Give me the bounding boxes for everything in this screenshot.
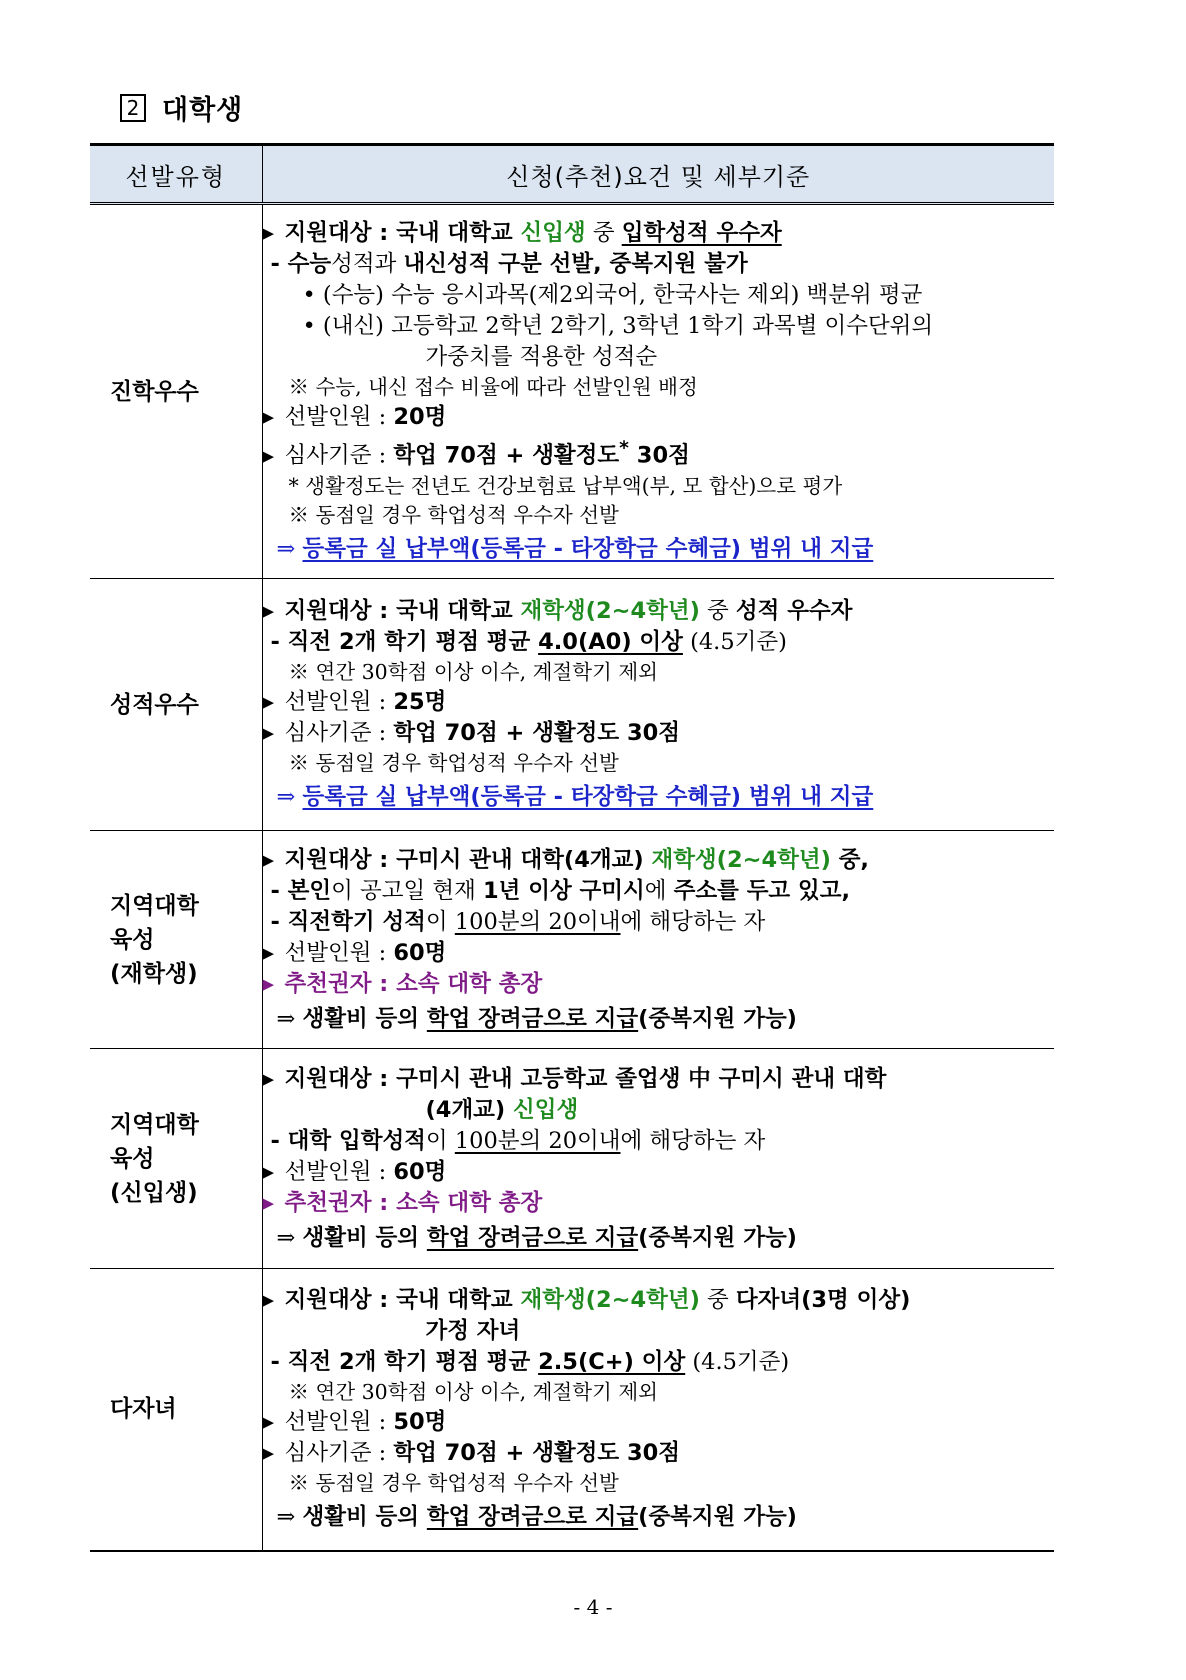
line: ▶ 추천권자 : 소속 대학 총장: [263, 969, 1055, 1000]
triangle-bullet-icon: ▶: [262, 1193, 275, 1212]
line: * 생활정도는 전년도 건강보험료 납부액(부, 모 합산)으로 평가: [288, 473, 843, 498]
criteria-cell: [262, 1269, 1054, 1551]
triangle-bullet-icon: ▶: [262, 224, 275, 243]
line: ▶ 지원대상 : 구미시 관내 대학(4개교) 재학생(2~4학년) 중,: [263, 845, 1055, 876]
triangle-bullet-icon: ▶: [262, 446, 275, 465]
line: ※ 동점일 경우 학업성적 우수자 선발: [288, 502, 619, 527]
type-cell: 성적우수: [90, 579, 262, 831]
triangle-bullet-icon: ▶: [262, 1069, 275, 1088]
line: ⇒ 등록금 실 납부액(등록금 - 타장학금 수혜금) 범위 내 지급: [263, 534, 1055, 565]
table-row: [90, 831, 1054, 1049]
triangle-bullet-icon: ▶: [262, 408, 275, 427]
section-heading: [120, 88, 243, 127]
arrow-icon: ⇒: [276, 535, 296, 562]
header-criteria: 신청(추천)요건 및 세부기준: [262, 145, 1054, 204]
table-row: [90, 204, 1054, 579]
triangle-bullet-icon: ▶: [262, 850, 275, 869]
criteria-cell: [262, 1049, 1054, 1269]
triangle-bullet-icon: ▶: [262, 724, 275, 742]
line: ※ 연간 30학점 이상 이수, 계절학기 제외: [288, 1380, 658, 1405]
triangle-bullet-icon: ▶: [262, 943, 275, 962]
line: ▶ 지원대상 : 국내 대학교 재학생(2~4학년) 중 성적 우수자: [263, 596, 1055, 627]
table-row: [90, 1049, 1054, 1269]
line: - 수능성적과 내신성적 구분 선발, 중복지원 불가: [270, 251, 748, 278]
type-cell: 지역대학 육성 (신입생): [90, 1049, 262, 1269]
line: ▶ 선발인원 : 20명: [263, 402, 1055, 433]
line: • (내신) 고등학교 2학년 2학기, 3학년 1학기 과목별 이수단위의: [302, 313, 934, 340]
line: ▶ 지원대상 : 구미시 관내 고등학교 졸업생 中 구미시 관내 대학: [263, 1064, 1055, 1095]
section-title: 대학생: [162, 95, 244, 126]
arrow-icon: ⇒: [276, 1224, 296, 1251]
type-cell: 진학우수: [90, 204, 262, 579]
table-row: [90, 1269, 1054, 1551]
line: ▶ 선발인원 : 60명: [263, 938, 1055, 969]
criteria-cell: [262, 579, 1054, 831]
line: ▶ 지원대상 : 국내 대학교 재학생(2~4학년) 중 다자녀(3명 이상): [263, 1285, 1055, 1316]
triangle-bullet-icon: ▶: [262, 1291, 275, 1310]
line: ▶ 심사기준 : 학업 70점 + 생활정도 30점: [263, 718, 1055, 749]
triangle-bullet-icon: ▶: [262, 693, 275, 711]
line: ▶ 선발인원 : 60명: [263, 1157, 1055, 1188]
line: • (수능) 수능 응시과목(제2외국어, 한국사는 제외) 백분위 평균: [302, 282, 923, 309]
section-number: 2: [120, 94, 146, 122]
line: - 직전 2개 학기 평점 평균 4.0(A0) 이상 (4.5기준): [270, 629, 787, 655]
line: ※ 연간 30학점 이상 이수, 계절학기 제외: [288, 660, 658, 684]
line: ⇒ 등록금 실 납부액(등록금 - 타장학금 수혜금) 범위 내 지급: [263, 782, 1055, 813]
line: 가정 자녀: [425, 1318, 521, 1345]
line: - 직전학기 성적이 100분의 20이내에 해당하는 자: [270, 908, 766, 935]
line: ⇒ 생활비 등의 학업 장려금으로 지급(중복지원 가능): [263, 1223, 1055, 1254]
triangle-bullet-icon: ▶: [262, 1444, 275, 1463]
line: ※ 동점일 경우 학업성적 우수자 선발: [288, 1471, 619, 1496]
type-cell: 지역대학 육성 (재학생): [90, 831, 262, 1049]
triangle-bullet-icon: ▶: [262, 1162, 275, 1181]
triangle-bullet-icon: ▶: [262, 1413, 275, 1432]
arrow-icon: ⇒: [276, 1504, 296, 1531]
line: ※ 수능, 내신 접수 비율에 따라 선발인원 배정: [288, 375, 698, 400]
selection-criteria-table: [90, 143, 1054, 1552]
table-row: [90, 579, 1054, 831]
arrow-icon: ⇒: [276, 1005, 296, 1032]
line: - 대학 입학성적이 100분의 20이내에 해당하는 자: [270, 1127, 766, 1154]
triangle-bullet-icon: ▶: [262, 974, 275, 993]
page-number: - 4 -: [573, 1595, 613, 1619]
line: ▶ 선발인원 : 25명: [263, 687, 1055, 718]
line: ▶ 심사기준 : 학업 70점 + 생활정도 30점: [263, 1438, 1055, 1469]
arrow-icon: ⇒: [276, 784, 296, 810]
line: 가중치를 적용한 성적순: [425, 344, 658, 371]
line: ▶ 선발인원 : 50명: [263, 1407, 1055, 1438]
line: - 본인이 공고일 현재 1년 이상 구미시에 주소를 두고 있고,: [270, 877, 851, 904]
criteria-cell: [262, 831, 1054, 1049]
line: ※ 동점일 경우 학업성적 우수자 선발: [288, 751, 619, 775]
header-selection-type: 선발유형: [90, 145, 262, 204]
line: ▶ 심사기준 : 학업 70점 + 생활정도* 30점: [263, 433, 1055, 472]
line: - 직전 2개 학기 평점 평균 2.5(C+) 이상 (4.5기준): [270, 1349, 790, 1376]
line: ▶ 추천권자 : 소속 대학 총장: [263, 1188, 1055, 1219]
line: ⇒ 생활비 등의 학업 장려금으로 지급(중복지원 가능): [263, 1004, 1055, 1035]
criteria-cell: [262, 204, 1054, 579]
line: ▶ 지원대상 : 국내 대학교 신입생 중 입학성적 우수자: [263, 218, 1055, 249]
type-cell: 다자녀: [90, 1269, 262, 1551]
line: (4개교) 신입생: [425, 1096, 579, 1123]
table-header-row: [90, 145, 1054, 204]
line: ⇒ 생활비 등의 학업 장려금으로 지급(중복지원 가능): [263, 1502, 1055, 1533]
triangle-bullet-icon: ▶: [262, 602, 275, 620]
